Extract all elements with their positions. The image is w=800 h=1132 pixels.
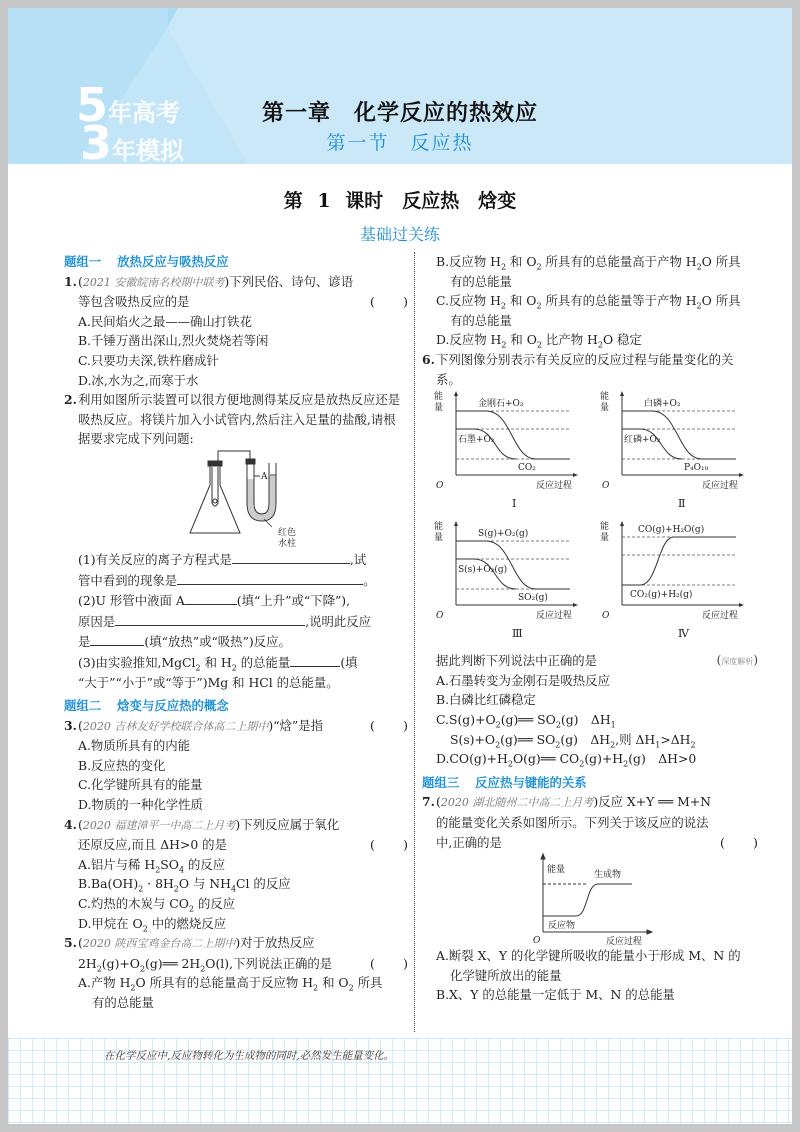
answer-paren[interactable]: ( ) (720, 834, 758, 850)
x-axis-label: 反应过程 (536, 481, 573, 492)
bottom-species-label: CO₂(g)+H₂(g) (630, 590, 693, 601)
y-axis-label: 能 (600, 392, 610, 403)
question-7: 7. (2020 湖北随州二中高二上月考)反应 X+Y ══ M+N 的能量变化关系如图所示。下列关于该反应的说法 中,正确的是 ( ) (422, 792, 758, 852)
logo-number-5: 5 (76, 78, 107, 132)
option: B.反应热的变化 (78, 757, 166, 773)
option: A.物质所具有的内能 (78, 738, 191, 754)
y-axis-arrow (620, 391, 624, 396)
page (8, 8, 792, 1124)
y-axis-label: 能 (434, 392, 444, 403)
option: C.只要功夫深,铁杵磨成针 (78, 352, 219, 368)
q7-energy-diagram (422, 852, 758, 946)
group-heading-1: 题组一 放热反应与吸热反应 (64, 254, 229, 269)
energy-curve (622, 537, 736, 585)
option: C.化学键所具有的能量 (78, 777, 203, 793)
footer-note: 在化学反应中,反应物转化为生成物的同时,必然发生能量变化。 (104, 1050, 395, 1062)
question-6: 6. 下列图像分别表示有关反应的反应过程与能量变化的关系。 (422, 351, 734, 387)
y-axis-label: 能量 (547, 865, 566, 876)
energy-diagrams-svg (422, 389, 758, 651)
footer-grid (8, 1038, 792, 1124)
column-divider (414, 252, 415, 1032)
answer-blank[interactable] (90, 631, 144, 646)
chart-roman-numeral: Ⅱ (678, 497, 686, 511)
group-heading-2: 题组二 焓变与反应热的概念 (64, 698, 229, 714)
y-axis-label: 量 (600, 403, 610, 414)
bottom-species-label: SO₂(g) (518, 593, 548, 604)
q7-energy-svg (422, 852, 758, 946)
origin-label: O (436, 481, 444, 492)
section-title: 第一节 反应热 (326, 132, 474, 154)
option: $B.Ba(OH)_2 \cdot 8H_2O$ 与 $NH_4Cl$ 的反应 (78, 876, 291, 894)
y-axis-label: 量 (600, 533, 610, 544)
chart-roman-numeral: Ⅰ (512, 497, 517, 511)
label-red-1: 红色 (278, 527, 297, 538)
option-continued: 有的总能量 (450, 273, 512, 289)
answer-blank[interactable] (177, 570, 363, 585)
label-a: A (261, 471, 268, 482)
energy-diagrams (422, 389, 758, 651)
product-label: 生成物 (594, 870, 622, 881)
y-axis-label: 能 (434, 522, 444, 533)
deep-analysis-tag[interactable]: (深度解析) (716, 653, 758, 668)
option-continued: $S(s)+O_2(g)══$ $SO_2(g)$ $\Delta H_2$,则 $\Delta H_1>\Delta H_2$ (450, 731, 696, 749)
top-species-label: CO(g)+H₂O(g) (638, 525, 705, 536)
option: B.白磷比红磷稳定 (436, 692, 536, 708)
answer-blank[interactable] (115, 611, 305, 626)
option: A.石墨转变为金刚石是吸热反应 (436, 672, 610, 688)
top-species-label: 白磷+O₂ (644, 399, 681, 410)
x-axis-label: 反应过程 (536, 611, 573, 622)
q6-judge: 据此判断下列说法中正确的是 (深度解析) (422, 651, 758, 671)
mid-species-label: S(s)+O₂(g) (458, 565, 508, 576)
x-axis-label: 反应过程 (606, 937, 643, 947)
apparatus-figure (64, 449, 408, 549)
option: C.反应物 $H_2$ 和 $O_2$ 所具有的总能量等于产物 $H_2O$ 所具 (436, 293, 741, 311)
x-axis-arrow (739, 473, 744, 477)
answer-paren[interactable]: ( ) (370, 837, 408, 853)
q2-part-1: (1)有关反应的离子方程式是 ,试 管中看到的现象是 。 (64, 549, 408, 590)
option-continued: 化学键所放出的能量 (450, 967, 562, 983)
left-column (64, 252, 408, 1013)
mid-species-label: 石墨+O₂ (458, 435, 495, 446)
origin-label: O (602, 611, 610, 622)
y-axis-label: 量 (434, 533, 444, 544)
practice-title: 基础过关练 (359, 225, 440, 244)
option: $D.CO(g)+H_2O(g)══$ $CO_2(g)+H_2(g)$ ΔH>0 (436, 751, 697, 769)
x-axis-arrow (739, 603, 744, 607)
y-axis-arrow (454, 521, 458, 526)
chart-roman-numeral: Ⅲ (512, 627, 523, 641)
origin-label: O (602, 481, 610, 492)
x-axis-arrow (573, 603, 578, 607)
origin-label: O (436, 611, 444, 622)
label-water-column: 水柱 (278, 538, 297, 549)
lesson-title: 第 1 课时 反应热 焓变 (283, 190, 517, 212)
apparatus-diagram (64, 449, 408, 549)
mid-species-label: 红磷+O₂ (624, 435, 661, 446)
option: D.反应物 $H_2$ 和 $O_2$ 比产物 $H_2O$ 稳定 (436, 332, 642, 350)
option: C.灼热的木炭与 $CO_2$ 的反应 (78, 896, 236, 914)
answer-blank[interactable] (185, 590, 237, 605)
option: D.物质的一种化学性质 (78, 797, 203, 813)
y-axis-arrow (454, 391, 458, 396)
option: A.产物 $H_2O$ 所具有的总能量高于反应物 $H_2$ 和 $O_2$ 所具 (78, 975, 383, 993)
answer-blank[interactable] (232, 549, 350, 564)
option: B.千锤万凿出深山,烈火焚烧若等闲 (78, 333, 269, 349)
question-5: 5. (2020 陕西宝鸡金台高二上期中)对于放热反应 $2H_2(g)+O_2(g)══$ $2H_2O(l)$,下列说法正确的是 ( ) (64, 935, 408, 974)
option: A.民间焰火之最——确山打铁花 (78, 313, 252, 329)
logo-text-1: 年高考 (108, 99, 181, 127)
answer-paren[interactable]: ( ) (370, 717, 408, 733)
top-species-label: 金刚石+O₂ (478, 399, 524, 410)
q2-part-3: (3)由实验推知,MgCl$_2$ 和 $H_2$ 的总能量 (填 “大于”“小于”或“等于”)Mg 和 HCl 的总能量。 (64, 652, 408, 692)
option: B.X、Y 的总能量一定低于 M、N 的总能量 (436, 987, 675, 1003)
option: B.反应物 $H_2$ 和 $O_2$ 所具有的总能量高于产物 $H_2O$ 所具 (436, 254, 741, 272)
option: A.铝片与稀 $H_2SO_4$ 的反应 (78, 856, 226, 875)
bottom-species-label: P₄O₁₀ (684, 463, 709, 474)
option: D.冰,水为之,而寒于水 (78, 372, 199, 388)
logo-number-3: 3 (80, 116, 111, 164)
question-1: 1. (2021 安徽皖南名校期中联考)下列民俗、诗句、谚语 等包含吸热反应的是 ( ) (64, 272, 408, 312)
top-species-label: S(g)+O₂(g) (478, 529, 529, 540)
chapter-banner (8, 8, 792, 164)
energy-curve (543, 884, 632, 916)
question-source: 2021 安徽皖南名校期中联考 (82, 275, 225, 289)
right-column (422, 252, 758, 1005)
reactant-label: 反应物 (548, 921, 576, 932)
question-2: 2. 利用如图所示装置可以很方便地测得某反应是放热反应还是吸热反应。将镁片加入小试管内,然后注入足量的盐酸,请根据要求完成下列问题: (64, 392, 401, 447)
x-axis-label: 反应过程 (702, 611, 739, 622)
q2-part-2: (2)U 形管中液面 A (填“上升”或“下降”), 原因是 ,说明此反应 是 (填“放热”或“吸热”)反应。 (64, 590, 408, 652)
option: A.断裂 X、Y 的化学键所吸收的能量小于形成 M、N 的 (436, 948, 741, 964)
option: $C.S(g)+O_2(g)══$ $SO_2(g)$ $\Delta H_1$ (436, 711, 616, 730)
option-continued: 有的总能量 (450, 312, 512, 328)
y-axis-label: 量 (434, 403, 444, 414)
option-continued: 有的总能量 (92, 995, 154, 1010)
logo-text-2: 年模拟 (112, 137, 185, 164)
question-4: 4. (2020 福建漳平一中高二上月考)下列反应属于氧化 还原反应,而且 ΔH>0 的是 ( ) (64, 815, 408, 855)
chapter-title: 第一章 化学反应的热效应 (261, 101, 538, 126)
option: D.甲烷在 $O_2$ 中的燃烧反应 (78, 915, 227, 934)
y-axis-label: 能 (600, 522, 610, 533)
question-number: 1. (64, 273, 77, 289)
bottom-species-label: CO₂ (518, 463, 536, 474)
chart-roman-numeral: Ⅳ (678, 627, 689, 641)
group-heading-3: 题组三 反应热与键能的关系 (422, 774, 587, 790)
y-axis-arrow (620, 521, 624, 526)
answer-paren[interactable]: ( ) (370, 955, 408, 971)
answer-paren[interactable]: ( ) (370, 294, 408, 310)
origin-label: O (533, 936, 541, 947)
answer-blank[interactable] (290, 652, 340, 667)
question-3: 3. (2020 吉林友好学校联合体高二上期中)“焓”是指 ( ) (64, 716, 408, 737)
x-axis-arrow (573, 473, 578, 477)
x-axis-label: 反应过程 (702, 481, 739, 492)
